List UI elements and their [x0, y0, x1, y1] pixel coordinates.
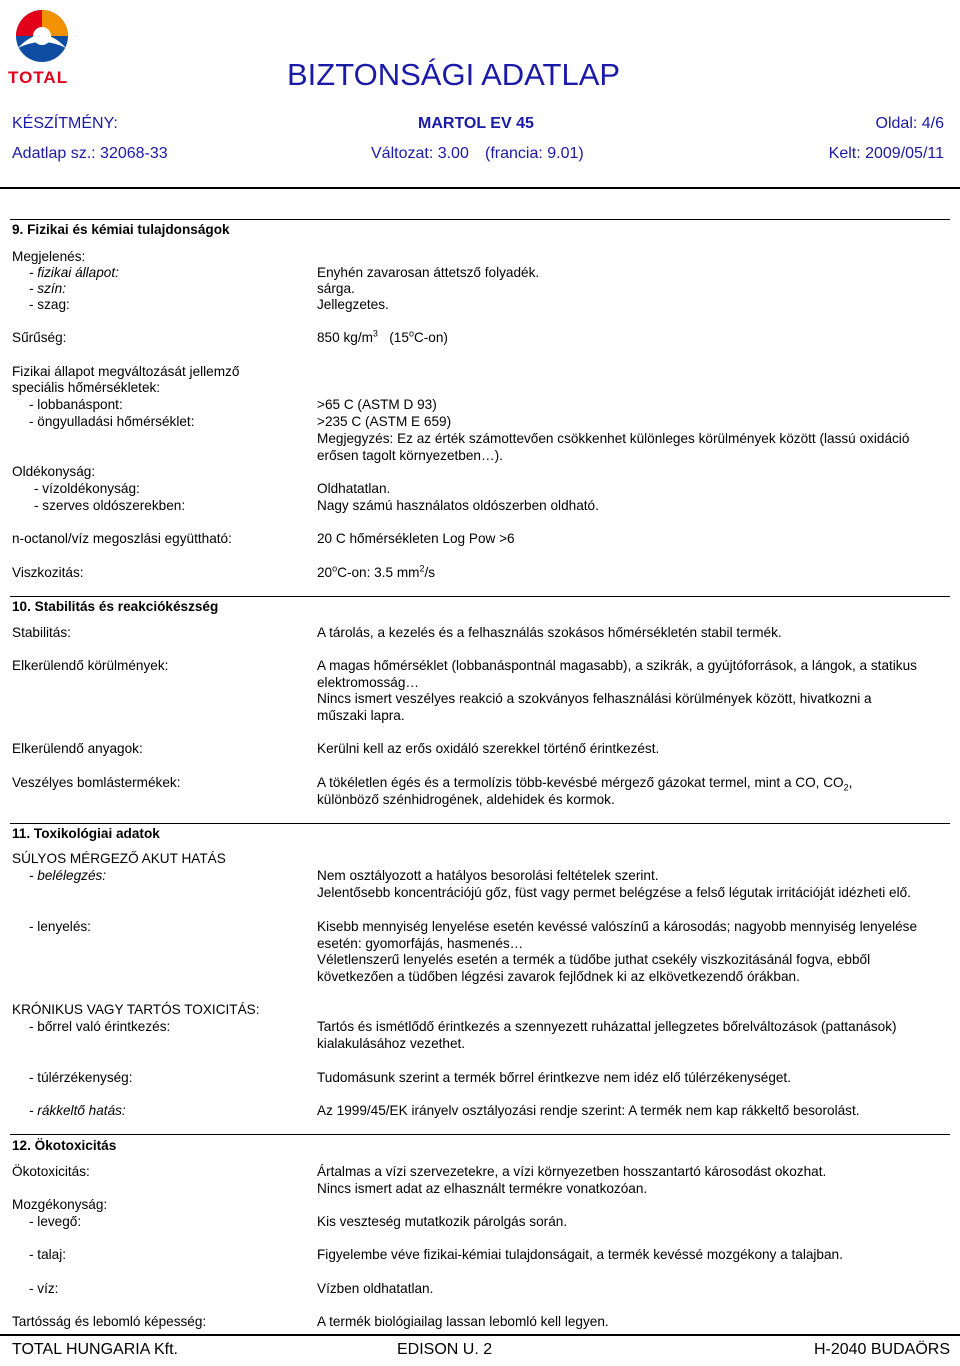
- viscosity-label: Viszkozitás:: [12, 565, 84, 580]
- stability-value: A tárolás, a kezelés és a felhasználás szokásos hőmérsékletén stabil termék.: [317, 625, 782, 640]
- water-value: Vízben oldhatatlan.: [317, 1281, 434, 1296]
- solubility-label: Oldékonyság:: [12, 464, 96, 479]
- header-divider: [0, 187, 960, 189]
- issue-date: Kelt: 2009/05/11: [828, 145, 944, 162]
- sensitization-label: - túlérzékenység:: [29, 1070, 133, 1085]
- inhalation-value: Nem osztályozott a hatályos besorolási feltételek szerint.: [317, 868, 659, 883]
- page-number: Oldal: 4/6: [875, 115, 944, 132]
- ingestion-value-2: Véletlenszerű lenyelés esetén a termék a tüdőbe juthat csekély viszkozitásánál fogva, ebből következően a tüdőben légzési zavarok fejlődnek ki az elkövetkezendő órákban.: [317, 952, 871, 984]
- conditions-value: A magas hőmérséklet (lobbanáspontnál magasabb), a szikrák, a gyújtóforrások, a lángok, a statikus elektromosság…: [317, 658, 917, 690]
- document-title: BIZTONSÁGI ADATLAP: [287, 57, 621, 92]
- version: Változat: 3.00: [371, 145, 469, 162]
- skin-contact-label: - bőrrel való érintkezés:: [29, 1019, 171, 1034]
- conditions-label: Elkerülendő körülmények:: [12, 658, 169, 673]
- odor-label: - szag:: [29, 297, 70, 312]
- ingestion-value: Kisebb mennyiség lenyelése esetén kevéssé valószínű a károsodás; nagyobb mennyiség lenyelése esetén: gyomorfájás, hasmenés…: [317, 919, 918, 951]
- color-label: - szín:: [29, 281, 67, 296]
- persistence-label: Tartósság és lebomló képesség:: [12, 1314, 207, 1329]
- ecotoxicity-value: Ártalmas a vízi szervezetekre, a vízi környezetben hosszantartó károsodást okozhat.: [317, 1164, 827, 1179]
- physical-state-label: - fizikai állapot:: [29, 265, 119, 280]
- partition-coefficient-value: 20 C hőmérsékleten Log Pow >6: [317, 531, 515, 546]
- conditions-value-2: Nincs ismert veszélyes reakció a szokványos felhasználási körülmények között, hivatkozni a műszaki lapra.: [317, 691, 872, 723]
- water-solubility-label: - vízoldékonyság:: [34, 481, 140, 496]
- mobility-label: Mozgékonyság:: [12, 1197, 108, 1212]
- section-divider: [10, 596, 950, 597]
- section-12-heading: 12. Ökotoxicitás: [12, 1138, 117, 1153]
- persistence-value: A termék biológiailag lassan lebomló kell legyen.: [317, 1314, 609, 1329]
- product-name: MARTOL EV 45: [418, 115, 534, 132]
- odor-value: Jellegzetes.: [317, 297, 389, 312]
- footer-address: EDISON U. 2: [397, 1341, 493, 1358]
- ecotoxicity-value-2: Nincs ismert adat az elhasznált termékre vonatkozóan.: [317, 1181, 648, 1196]
- acute-toxicity-label: SÚLYOS MÉRGEZŐ AKUT HATÁS: [12, 851, 226, 866]
- section-divider: [10, 1134, 950, 1135]
- inhalation-label: - belélegzés:: [29, 868, 107, 883]
- soil-value: Figyelembe véve fizikai-kémiai tulajdonságait, a termék kevéssé mozgékony a talajban.: [317, 1247, 843, 1262]
- section-divider: [10, 219, 950, 220]
- autoignition-note: Megjegyzés: Ez az érték számottevően csökkenhet különleges körülmények között (lassú oxidáció erősen tagolt környezetben…).: [317, 431, 910, 463]
- section-divider: [10, 823, 950, 824]
- physical-state-value: Enyhén zavarosan áttetsző folyadék.: [317, 265, 540, 280]
- density-label: Sűrűség:: [12, 330, 67, 345]
- footer-city: H-2040 BUDAÖRS: [813, 1341, 950, 1358]
- decomposition-value: A tökéletlen égés és a termolízis több-kevésbé mérgező gázokat termel, mint a CO, $CO_2$, különböző szénhidrogének, aldehidek és kormok.: [317, 775, 853, 807]
- materials-label: Elkerülendő anyagok:: [12, 741, 143, 756]
- soil-label: - talaj:: [29, 1247, 67, 1262]
- flash-point-value: >65 C (ASTM D 93): [317, 397, 437, 412]
- french-version: (francia: 9.01): [485, 145, 584, 162]
- carcinogenicity-label: - rákkeltő hatás:: [29, 1103, 126, 1118]
- flash-point-label: - lobbanáspont:: [29, 397, 123, 412]
- section-11-heading: 11. Toxikológiai adatok: [12, 826, 160, 841]
- section-9-heading: 9. Fizikai és kémiai tulajdonságok: [12, 222, 230, 237]
- viscosity-value: 20$^o$C-on: 3.5 $mm^2/s$: [317, 563, 436, 580]
- sheet-number: Adatlap sz.: 32068-33: [12, 145, 168, 162]
- ingestion-label: - lenyelés:: [29, 919, 91, 934]
- chronic-toxicity-label: KRÓNIKUS VAGY TARTÓS TOXICITÁS:: [12, 1002, 260, 1017]
- autoignition-label: - öngyulladási hőmérséklet:: [29, 414, 195, 429]
- density-value: 850 $kg/m^3$ (15$^o$C-on): [317, 328, 448, 345]
- materials-value: Kerülni kell az erős oxidáló szerekkel történő érintkezést.: [317, 741, 660, 756]
- temperatures-label-2: speciális hőmérsékletek:: [12, 380, 161, 395]
- section-10-heading: 10. Stabilitás és reakciókészség: [12, 599, 219, 614]
- water-label: - víz:: [29, 1281, 59, 1296]
- appearance-label: Megjelenés:: [12, 249, 86, 264]
- air-label: - levegő:: [29, 1214, 82, 1229]
- logo-text: TOTAL: [8, 68, 69, 87]
- autoignition-value: >235 C (ASTM E 659): [317, 414, 452, 429]
- footer-company: TOTAL HUNGARIA Kft.: [12, 1341, 178, 1358]
- air-value: Kis veszteség mutatkozik párolgás során.: [317, 1214, 568, 1229]
- carcinogenicity-value: Az 1999/45/EK irányelv osztályozási rendje szerint: A termék nem kap rákkeltő besorolást.: [317, 1103, 860, 1118]
- water-solubility-value: Oldhatatlan.: [317, 481, 391, 496]
- ecotoxicity-label: Ökotoxicitás:: [12, 1164, 90, 1179]
- partition-coefficient-label: n-octanol/víz megoszlási együttható:: [12, 531, 232, 546]
- temperatures-label: Fizikai állapot megváltozását jellemző: [12, 364, 240, 379]
- color-value: sárga.: [317, 281, 355, 296]
- product-label: KÉSZÍTMÉNY:: [12, 115, 118, 132]
- solvent-solubility-value: Nagy számú használatos oldószerben oldható.: [317, 498, 599, 513]
- solvent-solubility-label: - szerves oldószerekben:: [34, 498, 186, 513]
- footer-divider: [0, 1334, 960, 1336]
- decomposition-label: Veszélyes bomlástermékek:: [12, 775, 181, 790]
- sensitization-value: Tudomásunk szerint a termék bőrrel érintkezve nem idéz elő túlérzékenységet.: [317, 1070, 791, 1085]
- skin-contact-value: Tartós és ismétlődő érintkezés a szennyezett ruházattal jellegzetes bőrelváltozások (pattanások) kialakulásához vezethet.: [317, 1019, 897, 1051]
- stability-label: Stabilitás:: [12, 625, 71, 640]
- inhalation-value-2: Jelentősebb koncentrációjú gőz, füst vagy permet belégzése a felső légutak irritációját idézheti elő.: [317, 885, 911, 900]
